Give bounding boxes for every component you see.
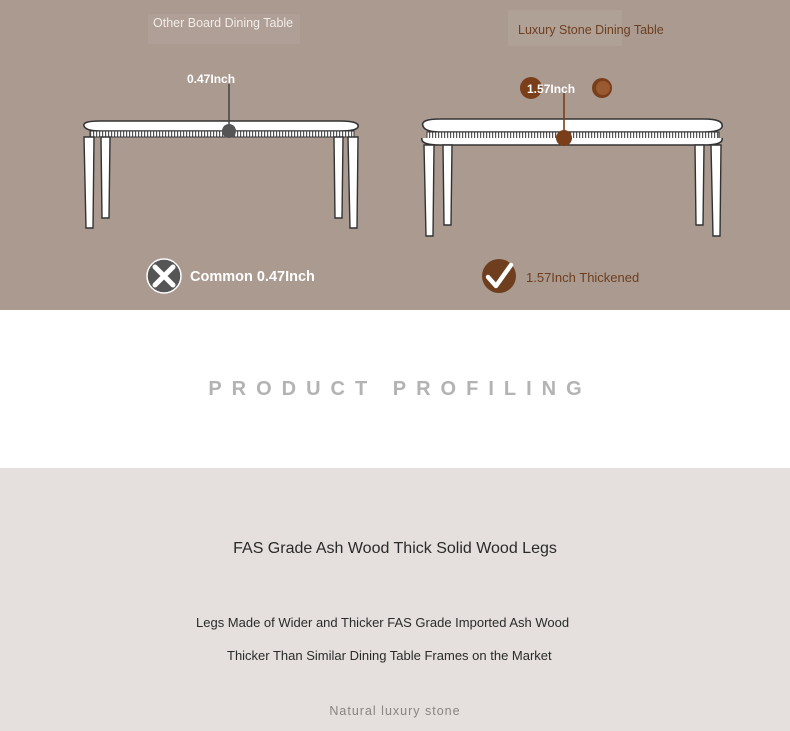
luxury-stone-table-label: Luxury Stone Dining Table <box>508 10 622 46</box>
thin-thickness-label: 0.47Inch <box>187 72 236 86</box>
feature-title: FAS Grade Ash Wood Thick Solid Wood Legs <box>233 540 557 557</box>
check-icon <box>482 259 516 293</box>
thickened-verdict-text: 1.57Inch Thickened <box>526 270 640 285</box>
product-profiling-section <box>0 310 790 468</box>
table-illustrations <box>0 0 790 310</box>
thin-table-drawing <box>84 84 358 228</box>
thick-table-drawing <box>422 77 722 236</box>
legs-feature-section <box>0 468 790 731</box>
feature-caption: Natural luxury stone <box>329 704 461 718</box>
thickness-comparison <box>0 0 790 310</box>
common-verdict-text: Common 0.47Inch <box>190 269 315 285</box>
thick-thickness-label: 1.57Inch <box>527 82 576 96</box>
feature-description-line: Legs Made of Wider and Thicker FAS Grade Imported Ash Wood <box>196 615 570 630</box>
other-board-table-label: Other Board Dining Table <box>148 14 300 44</box>
cross-icon <box>147 259 181 293</box>
feature-description-line: Thicker Than Similar Dining Table Frames on the Market <box>227 648 552 663</box>
section-heading: PRODUCT PROFILING <box>208 378 592 400</box>
